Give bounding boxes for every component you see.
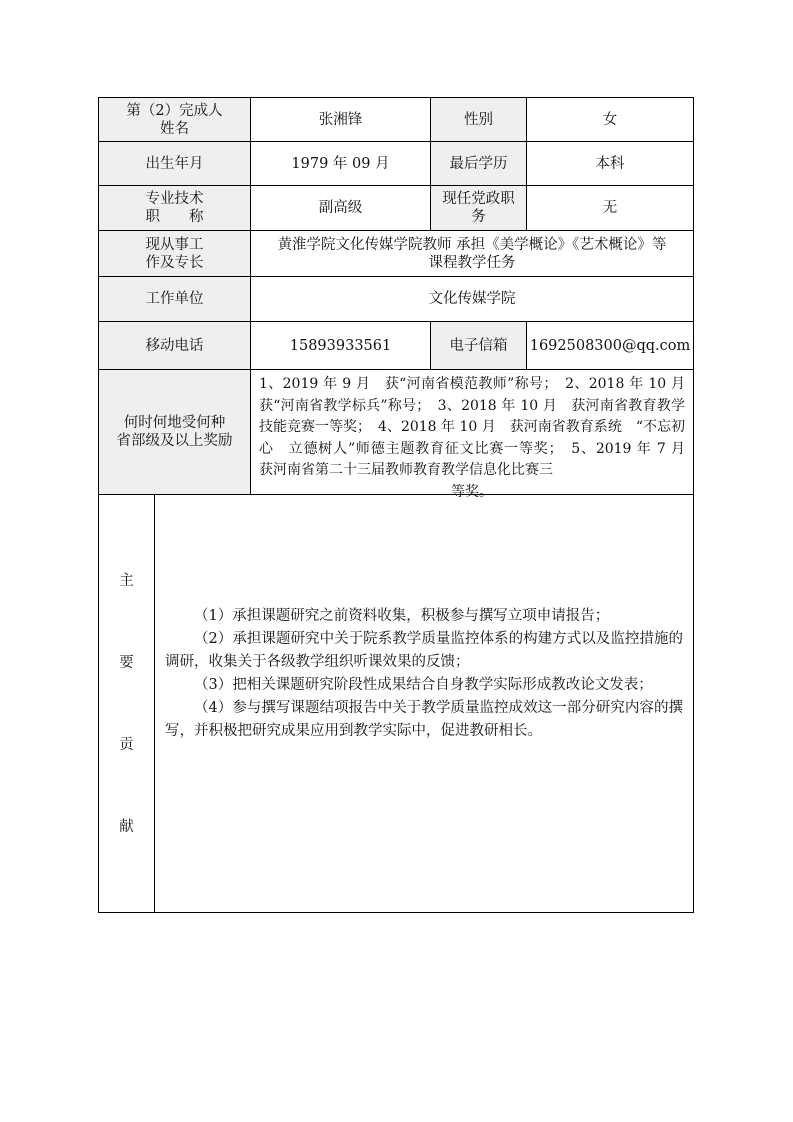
contribution-text-cell: [155, 495, 693, 912]
education-value: 本科: [595, 155, 625, 172]
title-label-line1: 专业技术: [145, 191, 204, 207]
awards-value-cell: [251, 370, 699, 500]
work-label-cell: [99, 231, 251, 277]
work-label-line1: 现从事工: [145, 236, 204, 253]
post-label-cell: [431, 186, 527, 231]
email-label: 电子信箱: [449, 337, 508, 354]
title-value-cell: [251, 186, 431, 231]
unit-label-cell: [99, 277, 251, 322]
post-label-line1: 现任党政职: [442, 191, 515, 207]
phone-label: 移动电话: [145, 337, 204, 354]
awards-label-line1: 何时何地受何种: [123, 415, 226, 431]
title-label-cell: [99, 186, 251, 231]
post-value: 无: [602, 200, 618, 216]
personnel-form-table: [98, 97, 699, 913]
birth-value-cell: [251, 142, 431, 186]
awards-label-cell: [99, 370, 251, 495]
contribution-label-cell: [99, 495, 155, 912]
post-value-cell: [527, 186, 693, 231]
work-value-line2: 课程教学任务: [428, 254, 516, 271]
phone-value: 15893933561: [289, 337, 392, 354]
name-label-line2: 姓名: [160, 120, 189, 137]
contribution-paragraph-2: （2）承担课题研究中关于院系教学质量监控体系的构建方式以及监控措施的调研，收集关于各级教学组织听课效果的反馈；: [165, 631, 683, 670]
work-label-line2: 作及专长: [145, 254, 204, 271]
name-value-cell: [251, 98, 431, 142]
unit-value-cell: [251, 277, 693, 322]
contribution-paragraph-3: （3）把相关课题研究阶段性成果结合自身教学实际形成教改论文发表；: [194, 677, 653, 693]
education-value-cell: [527, 142, 693, 186]
education-label-cell: [431, 142, 527, 186]
title-label-line2: 职 称: [145, 209, 204, 225]
name-label-cell: [99, 98, 251, 142]
contribution-paragraph-4: （4）参与撰写课题结项报告中关于教学质量监控成效这一部分研究内容的撰写，并积极把研究成果应用到教学实际中，促进教研相长。: [165, 700, 683, 739]
unit-label: 工作单位: [145, 291, 204, 307]
work-value-cell: [251, 231, 693, 277]
phone-value-cell: [251, 322, 431, 370]
gender-value-cell: [527, 98, 693, 142]
phone-label-cell: [99, 322, 251, 370]
birth-label: 出生年月: [145, 155, 204, 172]
work-value-line1: 黄淮学院文化传媒学院教师 承担《美学概论》《艺术概论》等: [277, 236, 667, 253]
gender-label: 性别: [464, 111, 493, 128]
awards-text: 1、2019 年 9 月 获“河南省模范教师”称号； 2、2018 年 10 月 获“河南省教学标兵”称号； 3、2018 年 10 月 获河南省教育教学技能竞赛一等奖； 4、2018 年 10 月 获河南省教育系统 “不忘初心 立德树人”师德主题教育征文比赛一等奖； 5、2019 年 7 月 获河南省第二十三届教师教育教学信息化比赛三: [259, 376, 699, 478]
awards-text-tail: 等奖。: [451, 483, 493, 500]
gender-label-cell: [431, 98, 527, 142]
unit-value: 文化传媒学院: [428, 291, 516, 307]
education-label: 最后学历: [449, 155, 508, 172]
gender-value: 女: [602, 111, 618, 128]
email-value: 1692508300@qq.com: [529, 337, 691, 354]
awards-label-line2: 省部级及以上奖励: [116, 433, 233, 449]
email-label-cell: [431, 322, 527, 370]
contribution-label-char-4: 献: [119, 818, 134, 835]
contribution-label-char-1: 主: [119, 572, 134, 589]
contribution-label-char-2: 要: [119, 654, 134, 671]
birth-value: 1979 年 09 月: [291, 155, 390, 172]
contribution-paragraph-1: （1）承担课题研究之前资料收集，积极参与撰写立项申请报告；: [194, 608, 610, 624]
contribution-label-char-3: 贡: [119, 736, 134, 753]
title-value: 副高级: [318, 200, 363, 216]
birth-label-cell: [99, 142, 251, 186]
name-label-line1: 第（2）完成人: [126, 102, 223, 119]
post-label-line2: 务: [471, 209, 486, 225]
email-value-cell: [527, 322, 693, 370]
name-value: 张湘锋: [318, 111, 363, 128]
